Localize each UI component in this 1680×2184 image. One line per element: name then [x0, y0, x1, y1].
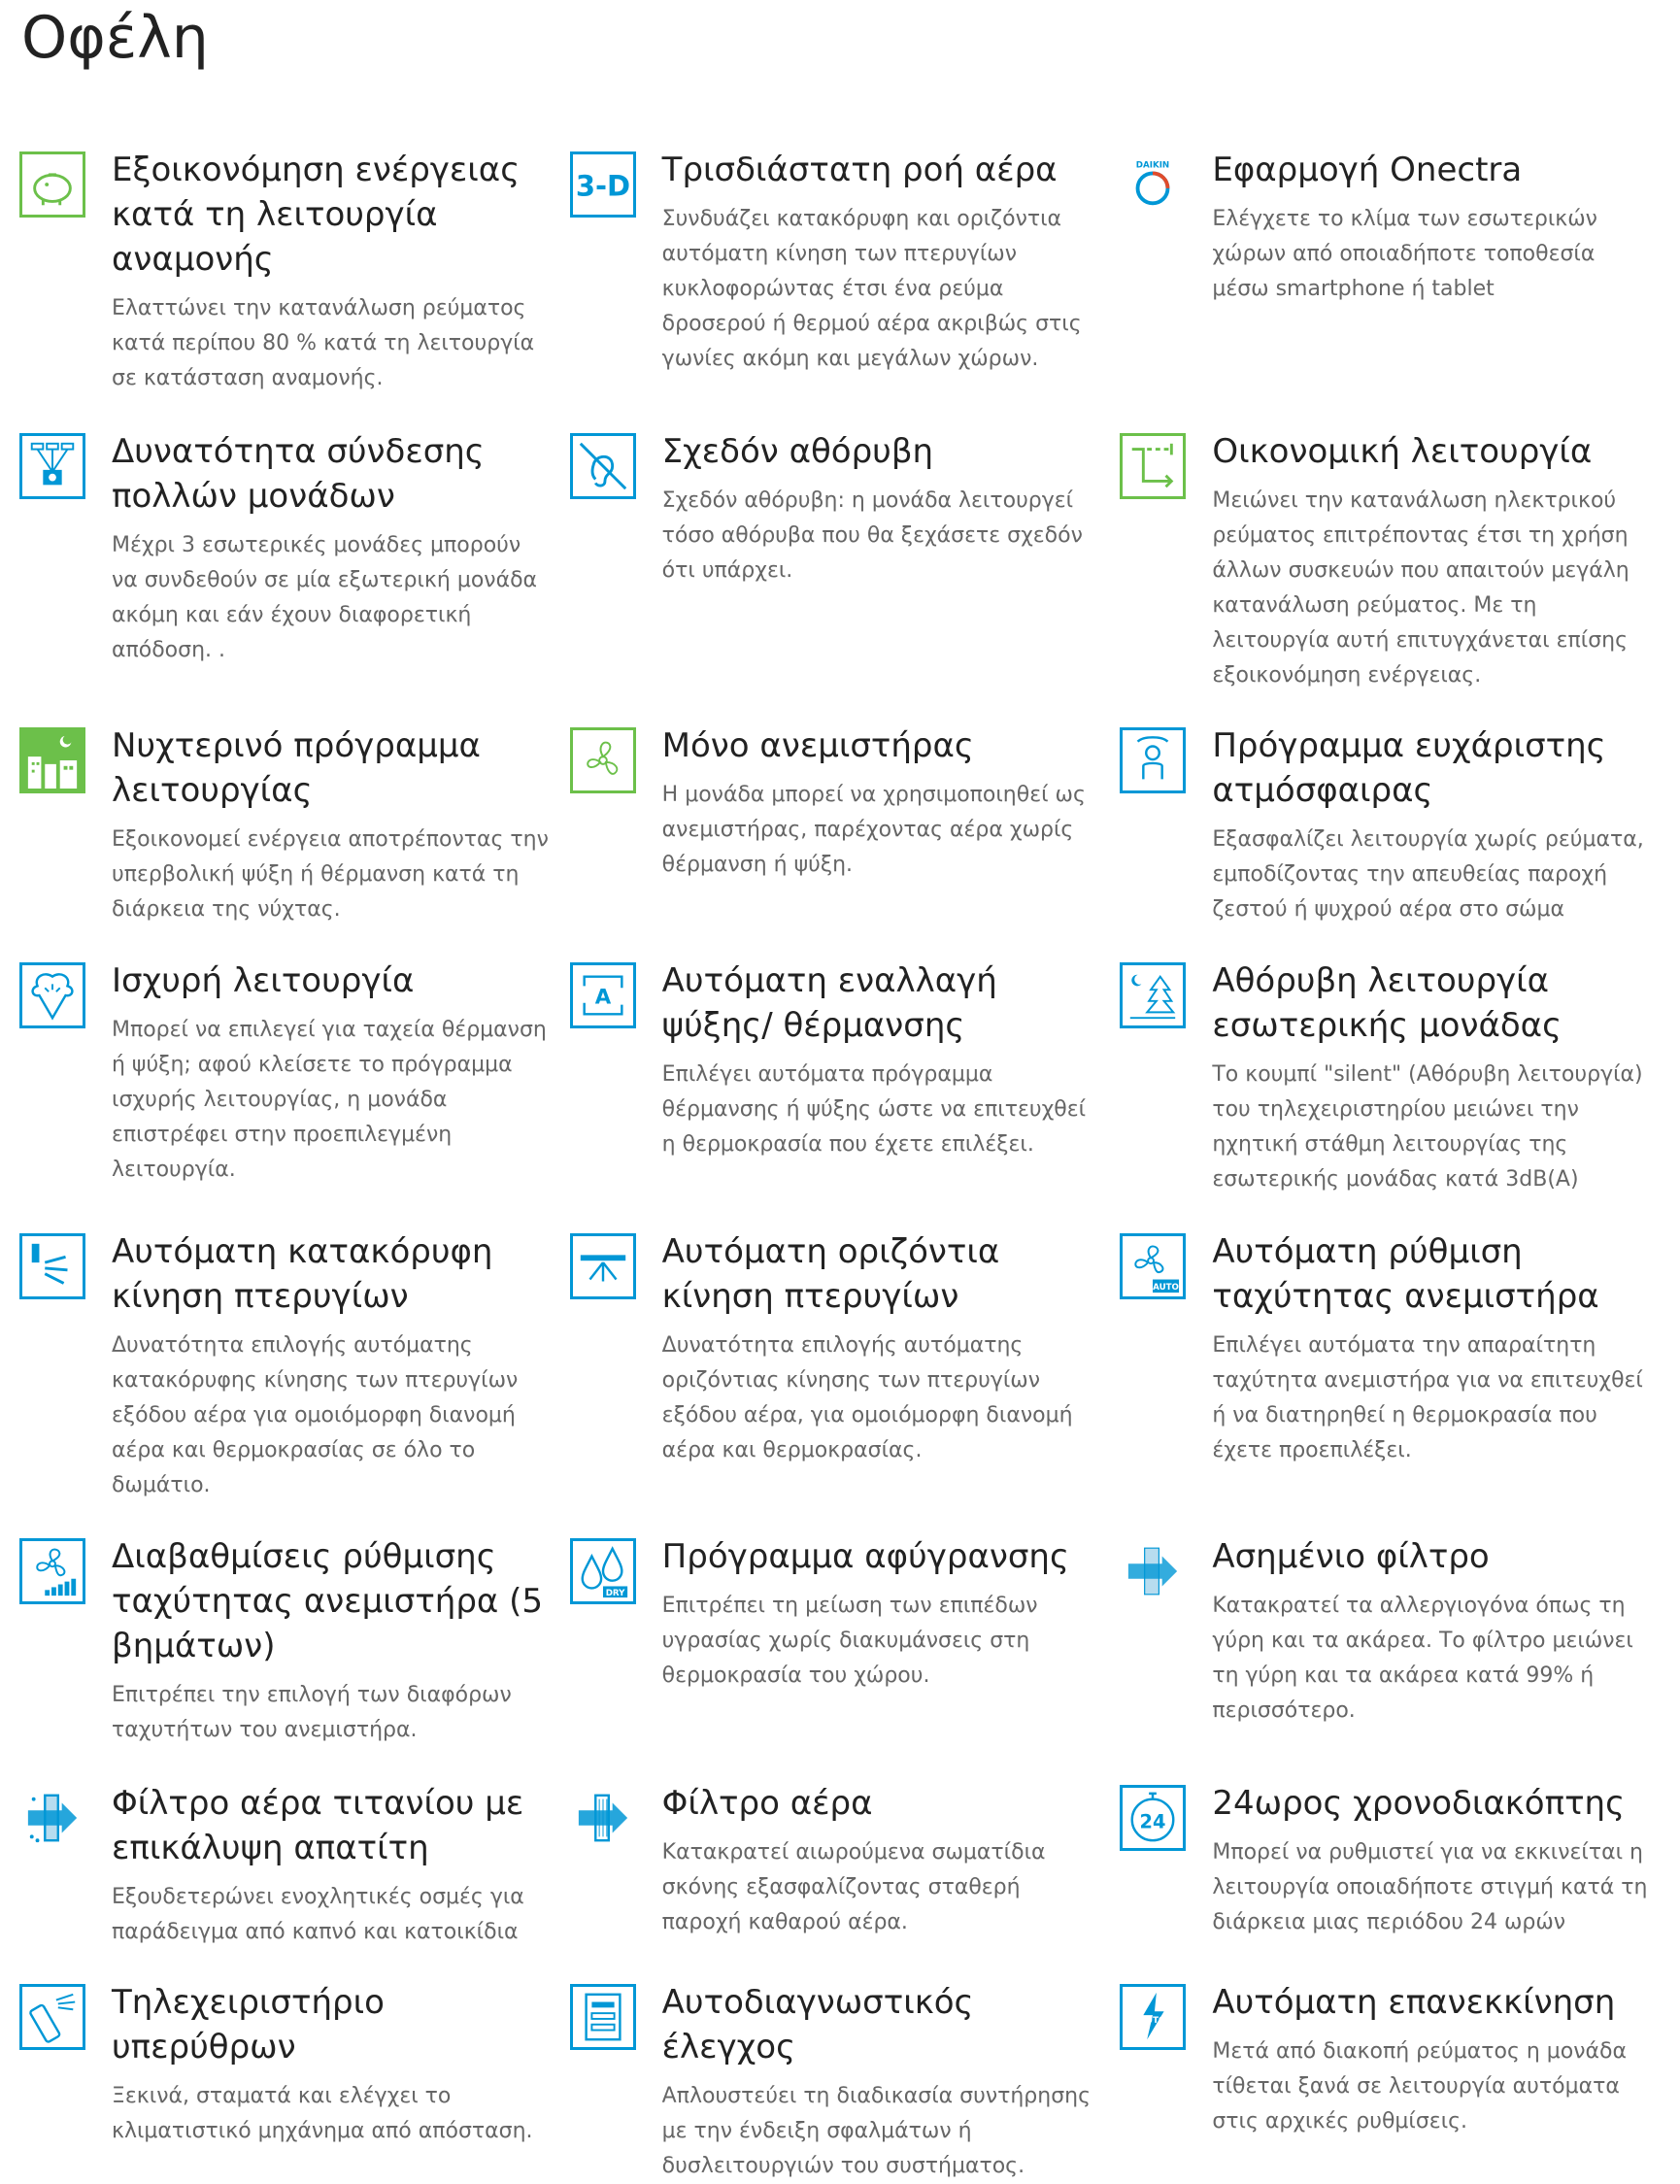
- benefit-text: Το κουμπί "silent" (Αθόρυβη λειτουργία) του τηλεχειριστηρίου μειώνει την ηχητική στάθμη λειτουργίας της εσωτερικής μονάδας κατά 3dB(A): [1212, 1062, 1643, 1192]
- benefit-title: Πρόγραμμα αφύγρανσης: [661, 1537, 1069, 1576]
- benefit-title: Αυτόματη εναλλαγή ψύξης/ θέρμανσης: [661, 961, 997, 1045]
- benefit-title: Διαβαθμίσεις ρύθμισης ταχύτητας ανεμιστήρα (5 βημάτων): [112, 1537, 544, 1665]
- benefit-text: Εξασφαλίζει λειτουργία χωρίς ρεύματα, εμποδίζοντας την απευθείας παροχή ζεστού ή ψυχρού αέρα στο σώμα: [1212, 827, 1644, 922]
- benefit-text: Επιτρέπει την επιλογή των διαφόρων ταχυτήτων του ανεμιστήρα.: [112, 1683, 512, 1742]
- benefit-item: [19, 1781, 570, 1980]
- auto-badge: AUTO: [1153, 1283, 1180, 1294]
- benefit-text: Επιλέγει αυτόματα την απαραίτητη ταχύτητα ανεμιστήρα για να επιτευχθεί ή να διατηρηθεί η θερμοκρασία που έχετε προεπιλέξει.: [1212, 1333, 1643, 1462]
- benefit-text: Εξοικονομεί ενέργεια αποτρέποντας την υπερβολική ψύξη ή θέρμανση κατά τη διάρκεια της νύχτας.: [112, 827, 549, 922]
- benefit-item: [570, 1229, 1121, 1534]
- silent-tree-icon: [1120, 962, 1186, 1028]
- auto-fan-icon: [1120, 1233, 1186, 1299]
- benefit-title: Αυτόματη ρύθμιση ταχύτητας ανεμιστήρα: [1212, 1232, 1599, 1316]
- benefit-text: Συνδυάζει κατακόρυφη και οριζόντια αυτόματη κίνηση των πτερυγίων κυκλοφορώντας έτσι ένα ρεύμα δροσερού ή θερμού αέρα ακριβώς στις γωνίες ακόμη και μεγάλων χώρων.: [661, 207, 1082, 371]
- benefit-title: Δυνατότητα σύνδεσης πολλών μονάδων: [112, 432, 485, 516]
- benefit-title: Νυχτερινό πρόγραμμα λειτουργίας: [112, 726, 481, 810]
- benefit-title: Αυτόματη κατακόρυφη κίνηση πτερυγίων: [112, 1232, 493, 1316]
- self-diagnosis-icon: [570, 1984, 636, 2050]
- benefit-item: [570, 958, 1121, 1229]
- benefit-text: Μέχρι 3 εσωτερικές μονάδες μπορούν να συνδεθούν σε μία εξωτερική μονάδα ακόμη και εάν έχουν διαφορετική απόδοση. .: [112, 533, 538, 662]
- benefit-item: [1120, 429, 1670, 723]
- benefit-title: Φίλτρο αέρα τιτανίου με επικάλυψη απατίτη: [112, 1784, 524, 1867]
- benefit-item: [570, 1980, 1121, 2178]
- fan-icon: [570, 727, 636, 793]
- benefit-item: [1120, 958, 1670, 1229]
- benefit-title: Πρόγραμμα ευχάριστης ατμόσφαιρας: [1212, 726, 1606, 810]
- benefit-title: Αυτόματη οριζόντια κίνηση πτερυγίων: [661, 1232, 1000, 1316]
- fan-steps-icon: [19, 1538, 85, 1604]
- benefit-title: Εφαρμογή Onectra: [1212, 151, 1523, 189]
- benefit-title: Ασημένιο φίλτρο: [1212, 1537, 1490, 1576]
- benefit-item: [1120, 1781, 1670, 1980]
- timer-badge: 24: [1139, 1810, 1166, 1833]
- brand-logo-text: DAIKIN: [1136, 160, 1170, 171]
- benefits-row: [19, 723, 1670, 958]
- 3d-airflow-icon: [570, 151, 636, 218]
- benefit-item: [19, 429, 570, 723]
- horizontal-swing-icon: [570, 1233, 636, 1299]
- benefit-item: [570, 1781, 1121, 1980]
- benefit-text: Ελέγχετε το κλίμα των εσωτερικών χώρων από οποιαδήποτε τοποθεσία μέσω smartphone ή tablet: [1212, 207, 1597, 301]
- benefit-item: [570, 723, 1121, 958]
- dry-drops-icon: [570, 1538, 636, 1604]
- benefits-row: [19, 1229, 1670, 1534]
- benefits-row: [19, 958, 1670, 1229]
- benefit-title: Σχεδόν αθόρυβη: [661, 432, 934, 471]
- benefit-item: [1120, 1980, 1670, 2155]
- svg-text:A: A: [594, 985, 611, 1010]
- benefit-text: Ξεκινά, σταματά και ελέγχει το κλιματιστικό μηχάνημα από απόσταση.: [112, 2084, 533, 2143]
- benefit-item: [570, 148, 1121, 429]
- benefits-row: [19, 1781, 1670, 1980]
- benefit-item: [19, 1980, 570, 2155]
- benefit-title: Αυτοδιαγνωστικός έλεγχος: [661, 1983, 974, 2066]
- auto-restart-badge: AUTO: [1139, 2015, 1166, 2026]
- benefit-title: Τηλεχειριστήριο υπερύθρων: [112, 1983, 385, 2066]
- benefit-item: [19, 723, 570, 958]
- benefit-text: Ελαττώνει την κατανάλωση ρεύματος κατά περίπου 80 % κατά τη λειτουργία σε κατάσταση αναμονής.: [112, 296, 535, 390]
- benefit-item: [1120, 148, 1670, 429]
- benefit-item: [1120, 1534, 1670, 1781]
- benefit-title: Οικονομική λειτουργία: [1212, 432, 1593, 471]
- benefit-title: Μόνο ανεμιστήρας: [661, 726, 974, 765]
- infrared-remote-icon: [19, 1984, 85, 2050]
- piggy-bank-icon: [19, 151, 85, 218]
- benefit-item: [1120, 723, 1670, 958]
- benefit-item: [570, 429, 1121, 723]
- silver-filter-icon: [1120, 1538, 1186, 1604]
- powerful-icon: [19, 962, 85, 1028]
- svg-text:3-D: 3-D: [575, 169, 630, 203]
- benefit-title: 24ωρος χρονοδιακόπτης: [1212, 1784, 1626, 1823]
- quiet-ear-icon: [570, 433, 636, 499]
- daikin-onectra-icon: [1120, 151, 1186, 218]
- benefit-text: Η μονάδα μπορεί να χρησιμοποιηθεί ως ανεμιστήρας, παρέχοντας αέρα χωρίς θέρμανση ή ψύξη.: [661, 783, 1086, 877]
- benefit-item: [1120, 1229, 1670, 1534]
- multi-unit-icon: [19, 433, 85, 499]
- vertical-swing-icon: [19, 1233, 85, 1299]
- benefit-text: Δυνατότητα επιλογής αυτόματης οριζόντιας κίνησης των πτερυγίων εξόδου αέρα, για ομοιόμορφη διανομή αέρα και θερμοκρασίας.: [661, 1333, 1073, 1462]
- benefits-row: [19, 148, 1670, 429]
- benefit-title: Εξοικονόμηση ενέργειας κατά τη λειτουργία αναμονής: [112, 151, 521, 279]
- benefit-item: [19, 958, 570, 1229]
- benefit-title: Ισχυρή λειτουργία: [112, 961, 415, 1000]
- auto-changeover-icon: [570, 962, 636, 1028]
- dry-badge: DRY: [605, 1589, 625, 1599]
- benefit-text: Επιλέγει αυτόματα πρόγραμμα θέρμανσης ή ψύξης ώστε να επιτευχθεί η θερμοκρασία που έχετε επιλέξει.: [661, 1062, 1087, 1157]
- benefit-text: Μετά από διακοπή ρεύματος η μονάδα τίθεται ξανά σε λειτουργία αυτόματα στις αρχικές ρυθμίσεις.: [1212, 2039, 1628, 2134]
- benefits-grid: [19, 148, 1670, 2178]
- benefit-text: Απλουστεύει τη διαδικασία συντήρησης με την ένδειξη σφαλμάτων ή δυσλειτουργιών του συστήματος.: [661, 2084, 1092, 2178]
- benefits-row: [19, 1980, 1670, 2178]
- benefit-text: Μειώνει την κατανάλωση ηλεκτρικού ρεύματος επιτρέποντας έτσι τη χρήση άλλων συσκευών που απαιτούν μεγάλη κατανάλωση ρεύματος. Με τη λειτουργία αυτή επιτυγχάνεται επίσης εξοικονόμηση ενέργειας.: [1212, 488, 1630, 688]
- benefit-text: Εξουδετερώνει ενοχλητικές οσμές για παράδειγμα από καπνό και κατοικίδια: [112, 1885, 524, 1944]
- air-filter-icon: [570, 1785, 636, 1851]
- benefit-text: Επιτρέπει τη μείωση των επιπέδων υγρασίας χωρίς διακυμάνσεις στη θερμοκρασία του χώρου.: [661, 1594, 1038, 1688]
- benefit-text: Δυνατότητα επιλογής αυτόματης κατακόρυφης κίνησης των πτερυγίων εξόδου αέρα για ομοιόμορφη διανομή αέρα και θερμοκρασίας σε όλο το δωμάτιο.: [112, 1333, 519, 1497]
- benefits-row: [19, 429, 1670, 723]
- benefit-item: [19, 148, 570, 429]
- benefit-title: Φίλτρο αέρα: [661, 1784, 873, 1823]
- benefit-text: Σχεδόν αθόρυβη: η μονάδα λειτουργεί τόσο αθόρυβα που θα ξεχάσετε σχεδόν ότι υπάρχει.: [661, 488, 1083, 583]
- benefit-title: Τρισδιάστατη ροή αέρα: [661, 151, 1058, 189]
- page-title: Οφέλη: [21, 4, 209, 72]
- comfort-person-icon: [1120, 727, 1186, 793]
- benefit-title: Αυτόματη επανεκκίνηση: [1212, 1983, 1616, 2022]
- benefits-row: [19, 1534, 1670, 1781]
- night-city-icon: [19, 727, 85, 793]
- titanium-filter-icon: [19, 1785, 85, 1851]
- timer-24h-icon: [1120, 1785, 1186, 1851]
- benefit-item: [570, 1534, 1121, 1781]
- benefit-text: Μπορεί να επιλεγεί για ταχεία θέρμανση ή ψύξη; αφού κλείσετε το πρόγραμμα ισχυρής λειτουργίας, η μονάδα επιστρέφει στην προεπιλεγμένη λειτουργία.: [112, 1018, 547, 1182]
- auto-restart-icon: [1120, 1984, 1186, 2050]
- benefit-text: Μπορεί να ρυθμιστεί για να εκκινείται η λειτουργία οποιαδήποτε στιγμή κατά τη διάρκεια μιας περιόδου 24 ωρών: [1212, 1840, 1648, 1934]
- benefit-item: [19, 1229, 570, 1534]
- benefit-item: [19, 1534, 570, 1781]
- economy-icon: [1120, 433, 1186, 499]
- benefit-text: Κατακρατεί τα αλλεργιογόνα όπως τη γύρη και τα ακάρεα. Το φίλτρο μειώνει τη γύρη και τα ακάρεα κατά 99% ή περισσότερο.: [1212, 1594, 1633, 1723]
- benefit-title: Αθόρυβη λειτουργία εσωτερικής μονάδας: [1212, 961, 1562, 1045]
- benefit-text: Κατακρατεί αιωρούμενα σωματίδια σκόνης εξασφαλίζοντας σταθερή παροχή καθαρού αέρα.: [661, 1840, 1046, 1934]
